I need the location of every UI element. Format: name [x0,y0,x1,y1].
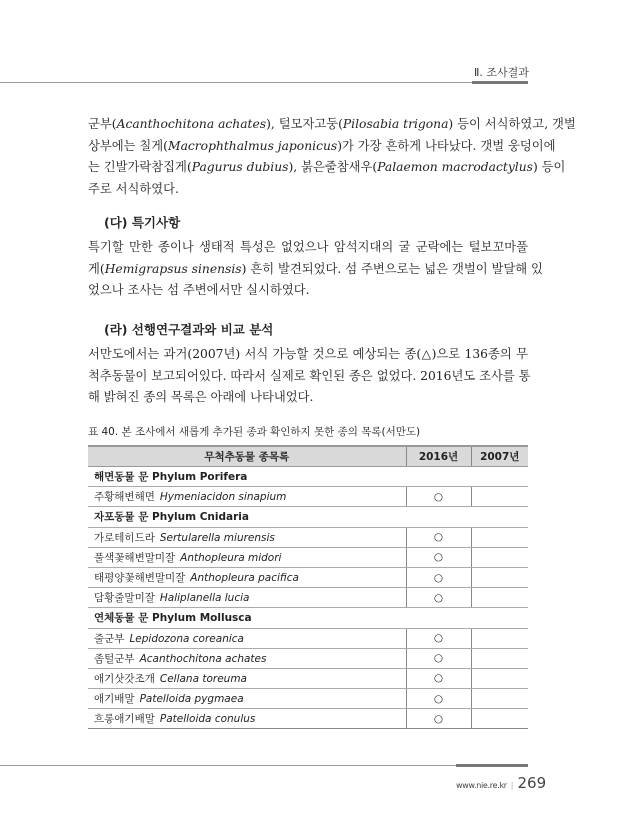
text-line [88,259,543,281]
text-line [88,366,531,388]
mark-2016: ○ [406,689,471,709]
table-row [88,527,528,547]
korean-name: 가로테히드라 [94,531,155,544]
table-row [88,588,528,608]
scientific-name: Palaemon macrodactylus [377,160,533,174]
table-row [88,567,528,587]
korean-name: 줄군부 [94,632,125,645]
text-run: ) 흔히 발견되었다. 섬 주변으로는 넓은 갯벌이 발달해 있 [241,261,543,276]
species-cell [88,527,406,547]
mark-2007 [471,487,528,507]
species-cell [88,547,406,567]
korean-name: 좀털군부 [94,652,135,665]
footer [456,773,546,792]
mark-2016: ○ [406,668,471,688]
mark-2016: ○ [406,547,471,567]
mark-2007 [471,648,528,668]
mark-2016: ○ [406,588,471,608]
table-row [88,689,528,709]
text-run: 상부에는 칠게( [88,138,168,153]
mark-2016: ○ [406,709,471,729]
scientific-name: Pagurus dubius [191,160,289,174]
text-run: 서만도에서는 과거(2007년) 서식 가능할 것으로 예상되는 종(△)으로 136종의 무 [88,347,528,361]
korean-name: 풀색꽃해변말미잘 [94,551,176,564]
species-cell [88,588,406,608]
table-group-row [88,467,528,487]
text-line [88,157,566,179]
korean-name: 애기삿갓조개 [94,672,155,685]
table-row [88,648,528,668]
table-row [88,487,528,507]
species-cell [88,628,406,648]
page-number: 269 [517,774,547,792]
scientific-name: Cellana toreuma [159,672,247,685]
text-run: ) 등이 [532,160,566,174]
species-cell [88,689,406,709]
mark-2007 [471,668,528,688]
footer-url[interactable]: www.nie.re.kr [456,781,507,790]
phylum-label: 자포동물 문 Phylum Cnidaria [88,507,528,527]
mark-2007 [471,547,528,567]
header-accent-bar [472,81,528,84]
footer-separator: | [510,781,514,790]
table-caption: 표 40. 본 조사에서 새롭게 추가된 종과 확인하지 못한 종의 목록(서만도) [88,426,421,438]
species-cell [88,709,406,729]
species-cell [88,648,406,668]
col-header-2007: 2007년 [471,446,528,467]
species-cell [88,567,406,587]
korean-name: 태평양꽃해변말미잘 [94,572,186,585]
mark-2007 [471,588,528,608]
text-run: 주로 서식하였다. [88,181,179,196]
phylum-label: 해면동물 문 Phylum Porifera [88,467,528,487]
scientific-name: Patelloida conulus [159,713,256,726]
col-header-species: 무척추동물 종목록 [88,446,406,467]
text-run: ), 털모자고둥( [266,117,343,131]
mark-2007 [471,709,528,729]
scientific-name: Lepidozona coreanica [129,632,244,645]
korean-name: 담황줄말미잘 [94,592,155,605]
table-row [88,547,528,567]
korean-name: 주황해변해면 [94,491,155,504]
scientific-name: Sertularella miurensis [159,531,275,544]
mark-2016: ○ [406,487,471,507]
text-run: 는 긴발가락참집게( [88,160,192,174]
scientific-name: Acanthochitona achates [116,117,267,131]
mark-2007 [471,567,528,587]
text-run: 척추동물이 보고되어있다. 따라서 실제로 확인된 종은 없었다. 2016년도 조사를 통 [88,368,531,383]
text-run: 군부( [88,117,117,131]
korean-name: 흐롱애기배말 [94,713,155,726]
mark-2016: ○ [406,527,471,547]
text-line [88,136,556,158]
species-table [88,445,528,729]
table-group-row [88,507,528,527]
header-rule [0,82,528,83]
species-cell [88,668,406,688]
paragraph-comparison [88,344,531,409]
paragraph-special-notes [88,237,543,302]
text-line [88,114,576,136]
text-run: 었으나 조사는 섬 주변에서만 실시하였다. [88,283,310,297]
heading-comparison: (라) 선행연구결과와 비교 분석 [104,322,274,337]
scientific-name: Haliplanella lucia [159,592,250,605]
table-row [88,709,528,729]
scientific-name: Acanthochitona achates [139,652,267,665]
scientific-name: Anthopleura midori [180,551,282,564]
table-header-row [88,446,528,467]
table-group-row [88,608,528,628]
text-line [88,344,528,366]
mark-2007 [471,527,528,547]
scientific-name: Pilosabia trigona [342,117,449,131]
table-row [88,668,528,688]
text-line [88,237,528,259]
scientific-name: Hymeniacidon sinapium [159,491,287,504]
scientific-name: Macrophthalmus japonicus [167,138,338,153]
heading-special-notes: (다) 특기사항 [104,215,181,230]
text-line [88,280,528,302]
text-run: ) 등이 서식하였고, 갯벌 [448,117,576,131]
mark-2016: ○ [406,628,471,648]
scientific-name: Hemigrapsus sinensis [104,261,242,276]
mark-2016: ○ [406,567,471,587]
col-header-2016: 2016년 [406,446,471,467]
mark-2007 [471,689,528,709]
mark-2007 [471,628,528,648]
footer-accent-bar [456,764,528,767]
phylum-label: 연체동물 문 Phylum Mollusca [88,608,528,628]
text-run: 게( [88,261,105,276]
text-run: )가 가장 흔하게 나타났다. 갯벌 웅덩이에 [337,138,556,153]
text-run: 특기할 만한 종이나 생태적 특성은 없었으나 암석지대의 굴 군락에는 털보꼬마풀 [88,240,528,254]
korean-name: 애기배말 [94,693,135,706]
text-run: 해 밝혀진 종의 목록은 아래에 나타내었다. [88,390,314,404]
text-line [88,387,528,409]
scientific-name: Anthopleura pacifica [190,572,299,585]
text-run: ), 붉은줄참새우( [288,160,378,174]
mark-2016: ○ [406,648,471,668]
section-title: Ⅱ. 조사결과 [474,66,529,79]
footer-rule [0,765,528,766]
text-line [88,179,528,201]
paragraph-habitat [88,114,576,200]
table-row [88,628,528,648]
scientific-name: Patelloida pygmaea [139,693,244,706]
species-cell [88,487,406,507]
